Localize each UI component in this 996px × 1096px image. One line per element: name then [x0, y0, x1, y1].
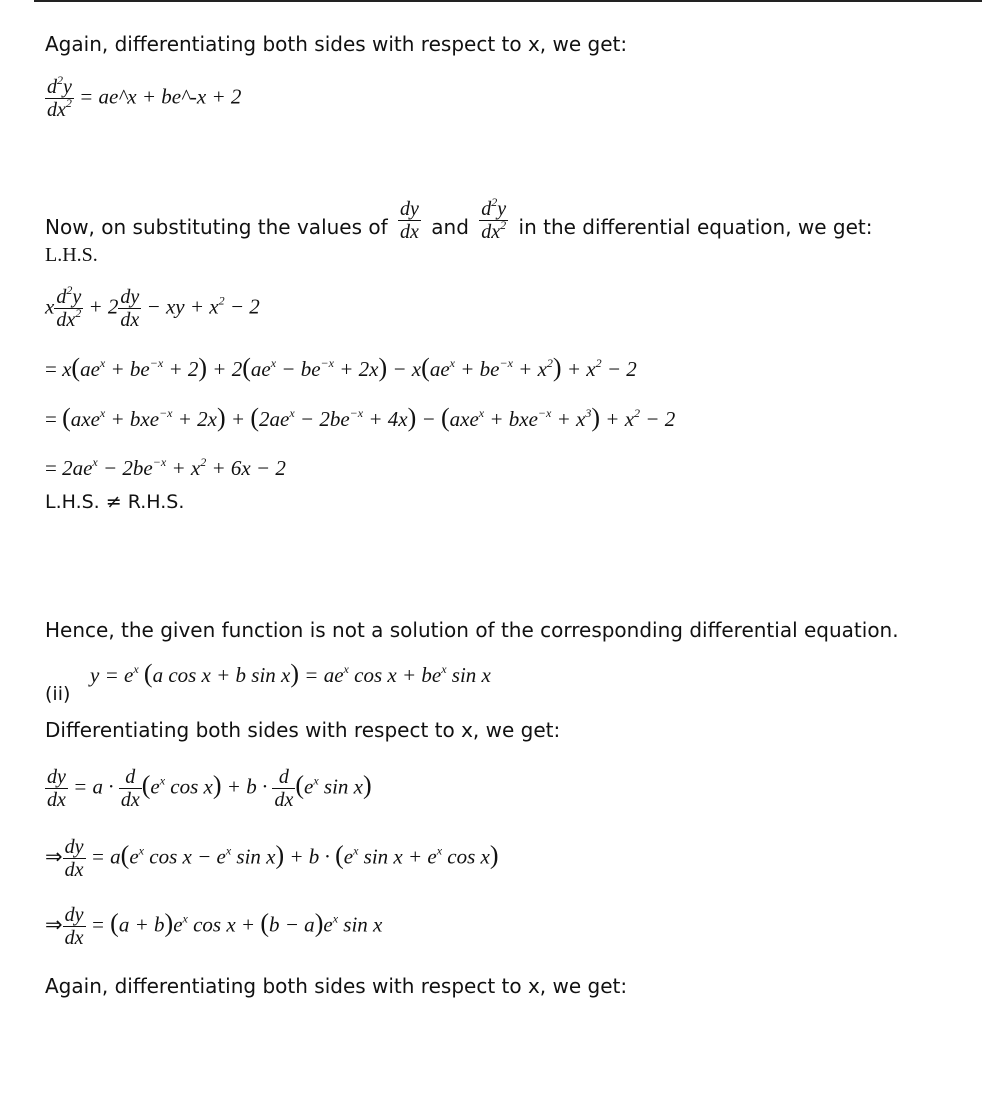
second-derivative-equation: $\frac{d^2y}{dx^2}$ = ae^x + be^-x + 2 — [47, 73, 242, 121]
eq-d2y-rhs: = ae^x + be^-x + 2 — [79, 84, 242, 109]
part-ii-equation: $y = e^x$ (a cos x + b $\sin x) = ae^x$ $\cos x + be^x$ sin x — [90, 659, 491, 688]
part-ii-label: (ii) — [45, 683, 71, 705]
step-3: = $2ae^x - 2be^{-x} + x^2 + 6x - 2$ — [45, 455, 286, 480]
step-2: = $(axe^x + bxe^{-x} + 2x) + (2ae^x - 2be^{-x} + 4x) - (axe^x + bxe^{-x} + x^3) + x^2 - 2$ — [45, 403, 676, 432]
dy-dx-line-1: $\frac{dy}{dx}$ = a · $\frac{d}{dx}$ ($e^x$ cos x) + b · $\frac{d}{dx}$ ($e^x$ sin x) — [47, 766, 372, 811]
dy-dx-line-2: ⇒ $\frac{dy}{dx}$ = $a(e^x$ $\cos x - e^x$ $\sin x) + b \cdot (e^x$ $\sin x + e^x$ cos x) — [45, 836, 499, 881]
subst-and: and — [431, 215, 469, 239]
subst-after: in the differential equation, we get: — [518, 215, 873, 239]
lhs-neq-rhs: L.H.S. ≠ R.H.S. — [45, 491, 185, 513]
intro-again-text: Again, differentiating both sides with respect to x, we get: — [45, 32, 628, 56]
diff-intro-text: Differentiating both sides with respect to x, we get: — [45, 718, 561, 742]
lhs-expression: x $\frac{d^2y}{dx^2}$ + 2 $\frac{dy}{dx}$ − xy + $x^2 - 2$ — [45, 283, 260, 331]
lhs-label: L.H.S. — [45, 244, 98, 266]
top-rule — [34, 0, 982, 2]
step-1: = $x(ae^x + be^{-x} + 2) + 2(ae^x - be^{-x} + 2x) - x(ae^x + be^{-x} + x^2) + x^2 - 2$ — [45, 353, 637, 382]
subst-before: Now, on substituting the values of — [45, 215, 388, 239]
dy-dx-line-3: ⇒ $\frac{dy}{dx}$ = $(a + b)e^x$ $\cos x + (b - a)e^x$ sin x — [45, 904, 383, 949]
again-end-text: Again, differentiating both sides with respect to x, we get: — [45, 974, 628, 998]
substitution-line: Now, on substituting the values of $\frac{dy}{dx}$ and $\frac{d^2y}{dx^2}$ in the differential equation, we get: — [45, 195, 873, 243]
hence-text: Hence, the given function is not a solution of the corresponding differential equation. — [45, 618, 899, 642]
